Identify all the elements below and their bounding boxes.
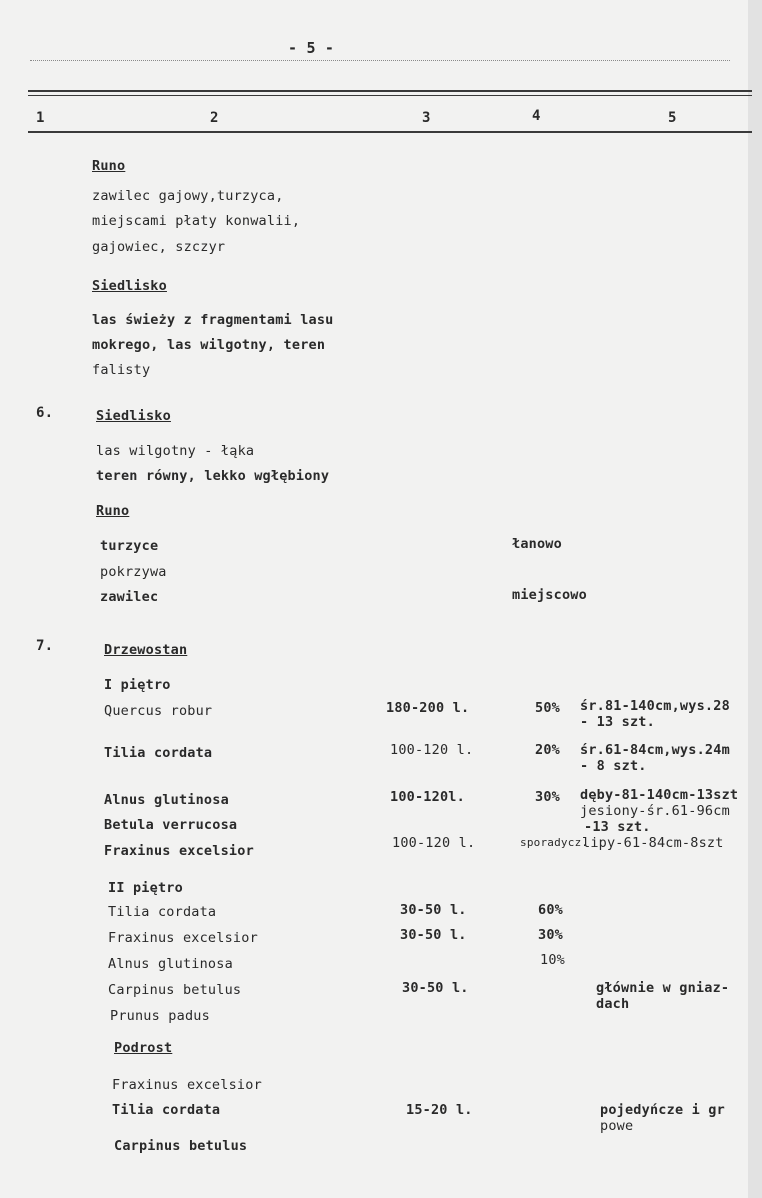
age: 100-120 l.	[390, 742, 474, 758]
section-heading: Runo	[96, 503, 130, 519]
age: 15-20 l.	[406, 1102, 473, 1118]
occurrence: miejscowo	[512, 587, 587, 603]
column-header-3: 3	[422, 110, 431, 126]
section-heading: Runo	[92, 158, 126, 174]
text-line: miejscami płaty konwalii,	[92, 213, 301, 229]
species-name: Quercus robur	[104, 703, 213, 719]
column-header-2: 2	[210, 110, 219, 126]
share: sporadycz.	[520, 836, 589, 849]
note: - 8 szt.	[580, 758, 647, 774]
text-line: zawilec gajowy,turzyca,	[92, 188, 284, 204]
text-line: mokrego, las wilgotny, teren	[92, 337, 326, 353]
column-header-5: 5	[668, 110, 677, 126]
item-number: 7.	[36, 638, 54, 654]
age: 30-50 l.	[400, 902, 467, 918]
age: 180-200 l.	[386, 700, 470, 716]
item-number: 6.	[36, 405, 54, 421]
page-edge	[748, 0, 762, 1198]
age: 100-120 l.	[392, 835, 476, 851]
species-name: Fraxinus excelsior	[104, 843, 254, 859]
age: 30-50 l.	[402, 980, 469, 996]
note: lipy-61-84cm-8szt	[582, 835, 724, 851]
text-line: las świeży z fragmentami lasu	[92, 312, 334, 328]
section-heading: Siedlisko	[92, 278, 167, 294]
dotted-line	[30, 60, 730, 61]
layer-heading: II piętro	[108, 880, 183, 896]
section-heading: Podrost	[114, 1040, 173, 1056]
species-name: Tilia cordata	[108, 904, 217, 920]
text-line: las wilgotny - łąka	[96, 443, 255, 459]
layer-heading: I piętro	[104, 677, 171, 693]
share: 60%	[538, 902, 563, 918]
share: 30%	[535, 789, 560, 805]
note: śr.81-140cm,wys.28	[580, 698, 730, 714]
share: 50%	[535, 700, 560, 716]
note: jesiony-śr.61-96cm	[580, 803, 730, 819]
note: - 13 szt.	[580, 714, 655, 730]
share: 20%	[535, 742, 560, 758]
text-line: teren równy, lekko wgłębiony	[96, 468, 330, 484]
species-name: Alnus glutinosa	[104, 792, 229, 808]
page-number: - 5 -	[288, 39, 335, 57]
species-name: Tilia cordata	[112, 1102, 221, 1118]
column-header-4: 4	[532, 108, 541, 124]
section-heading: Siedlisko	[96, 408, 171, 424]
species-name: Prunus padus	[110, 1008, 210, 1024]
note: pojedyńcze i gr	[600, 1102, 725, 1118]
species-name: Fraxinus excelsior	[112, 1077, 262, 1093]
species-name: Carpinus betulus	[108, 982, 242, 998]
text-line: gajowiec, szczyr	[92, 239, 226, 255]
species-name: Betula verrucosa	[104, 817, 238, 833]
text-line: falisty	[92, 362, 151, 378]
share: 10%	[540, 952, 565, 968]
note: głównie w gniaz-	[596, 980, 730, 996]
table-header-rule	[28, 131, 752, 133]
column-header-1: 1	[36, 110, 45, 126]
section-heading: Drzewostan	[104, 642, 188, 658]
species-name: turzyce	[100, 538, 159, 554]
table-top-rule	[28, 90, 752, 92]
share: 30%	[538, 927, 563, 943]
age: 30-50 l.	[400, 927, 467, 943]
occurrence: łanowo	[512, 536, 562, 552]
note: -13 szt.	[584, 819, 651, 835]
species-name: pokrzywa	[100, 564, 167, 580]
table-top-rule-2	[28, 95, 752, 96]
note: dęby-81-140cm-13szt	[580, 787, 739, 803]
note: śr.61-84cm,wys.24m	[580, 742, 730, 758]
species-name: Carpinus betulus	[114, 1138, 248, 1154]
species-name: Fraxinus excelsior	[108, 930, 258, 946]
species-name: Alnus glutinosa	[108, 956, 233, 972]
note: dach	[596, 996, 630, 1012]
species-name: Tilia cordata	[104, 745, 213, 761]
species-name: zawilec	[100, 589, 159, 605]
age: 100-120l.	[390, 789, 465, 805]
note: powe	[600, 1118, 634, 1134]
